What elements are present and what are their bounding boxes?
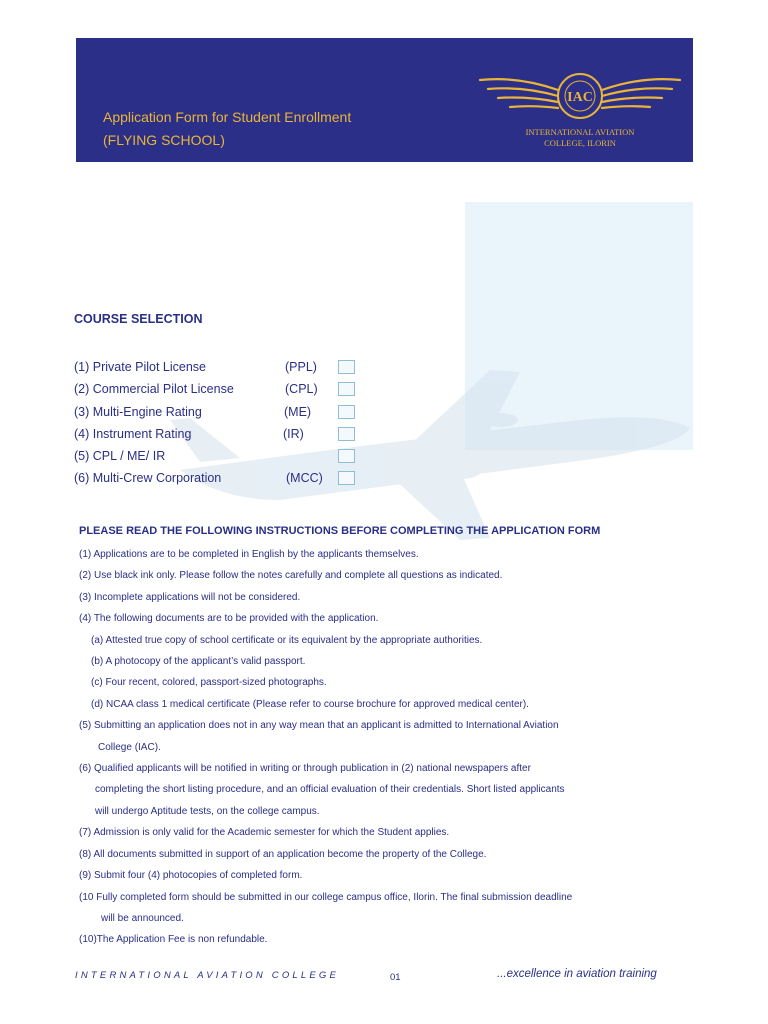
course-checkbox-mcc[interactable] — [338, 471, 355, 485]
form-title — [103, 106, 351, 152]
course-checkbox-cpl-me-ir[interactable] — [338, 449, 355, 463]
form-title-line1: Application Form for Student Enrollment — [103, 109, 352, 125]
form-title-line2: (FLYING SCHOOL) — [103, 132, 225, 148]
course-name: (3) Multi-Engine Rating — [74, 404, 202, 419]
header-banner — [76, 38, 693, 162]
logo-caption — [478, 127, 682, 149]
course-name: (4) Instrument Rating — [74, 426, 192, 441]
instruction-item: (7) Admission is only valid for the Academic semester for which the Student applies. — [79, 827, 450, 839]
footer-college-name: INTERNATIONAL AVIATION COLLEGE — [75, 970, 340, 981]
course-abbr: (CPL) — [285, 382, 318, 397]
instruction-subitem: (c) Four recent, colored, passport-sized photographs. — [91, 677, 327, 689]
course-name: (6) Multi-Crew Corporation — [74, 471, 222, 486]
course-checkbox-ppl[interactable] — [338, 360, 355, 374]
course-checkbox-cpl[interactable] — [338, 382, 355, 396]
instruction-subitem: (d) NCAA class 1 medical certificate (Please refer to course brochure for approved medical center). — [91, 698, 529, 710]
instruction-continuation: completing the short listing procedure, and an official evaluation of their credentials. Short listed applicants — [95, 784, 565, 796]
instruction-item: (6) Qualified applicants will be notified in writing or through publication in (2) national newspapers after — [79, 763, 531, 775]
course-row-ppl — [74, 356, 374, 378]
instruction-continuation: will undergo Aptitude tests, on the college campus. — [95, 805, 320, 817]
course-name: (5) CPL / ME/ IR — [74, 449, 166, 464]
course-row-me — [74, 401, 374, 423]
instruction-subitem: (a) Attested true copy of school certificate or its equivalent by the appropriate authorities. — [91, 634, 483, 646]
instruction-item: (10 Fully completed form should be submitted in our college campus office, Ilorin. The final submission deadline — [79, 891, 573, 903]
logo-caption-line2: COLLEGE, ILORIN — [544, 138, 616, 148]
course-abbr: (MCC) — [286, 471, 323, 486]
instruction-item: (5) Submitting an application does not in any way mean that an applicant is admitted to International Aviation — [79, 720, 559, 732]
course-abbr: (ME) — [284, 404, 312, 419]
instruction-continuation: will be announced. — [101, 912, 184, 924]
instruction-item: (9) Submit four (4) photocopies of completed form. — [79, 870, 303, 882]
instructions-heading: PLEASE READ THE FOLLOWING INSTRUCTIONS BEFORE COMPLETING THE APPLICATION FORM — [79, 525, 601, 537]
course-row-cpl — [74, 378, 374, 400]
instruction-item: (3) Incomplete applications will not be considered. — [79, 591, 301, 603]
course-row-cpl-me-ir — [74, 445, 374, 467]
instruction-item: (4) The following documents are to be provided with the application. — [79, 613, 379, 625]
logo-caption-line1: INTERNATIONAL AVIATION — [525, 127, 635, 137]
instruction-item: (10)The Application Fee is non refundable. — [79, 934, 268, 946]
course-selection-title: COURSE SELECTION — [74, 312, 203, 326]
course-checkbox-me[interactable] — [338, 405, 355, 419]
instruction-item: (2) Use black ink only. Please follow the notes carefully and complete all questions as indicated. — [79, 570, 503, 582]
instruction-continuation: College (IAC). — [98, 741, 161, 753]
wings-logo-icon — [478, 72, 682, 128]
iac-logo — [478, 72, 682, 152]
course-abbr: (IR) — [283, 426, 304, 441]
logo-badge-text: IAC — [567, 90, 593, 105]
course-row-ir — [74, 423, 374, 445]
course-abbr: (PPL) — [285, 360, 317, 374]
course-row-mcc — [74, 467, 374, 489]
page-number: 01 — [390, 972, 401, 983]
instruction-subitem: (b) A photocopy of the applicant’s valid passport. — [91, 656, 306, 668]
course-checkbox-ir[interactable] — [338, 427, 355, 441]
instructions-list — [79, 544, 699, 951]
course-name: (1) Private Pilot License — [74, 360, 207, 374]
footer-tagline: ...excellence in aviation training — [497, 968, 657, 980]
instruction-item: (1) Applications are to be completed in English by the applicants themselves. — [79, 549, 419, 560]
course-list — [74, 356, 374, 490]
course-name: (2) Commercial Pilot License — [74, 382, 234, 397]
instruction-item: (8) All documents submitted in support of an application become the property of the College. — [79, 848, 487, 860]
